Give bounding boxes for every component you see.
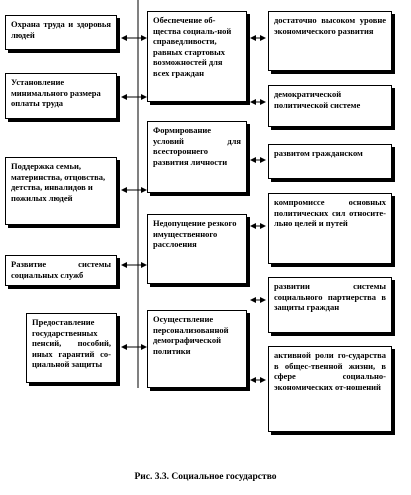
- right-box-social-partnership: развитии системы социального партнерства в защиты граждан: [268, 277, 392, 333]
- right-box-civil-society: развитом гражданском: [268, 144, 392, 179]
- middle-box-personal-development: Формирование условий для всестороннего развития личности: [147, 121, 247, 193]
- middle-box-prevent-stratification: Недопущение резкого имущественного расслоения: [147, 214, 247, 284]
- middle-box-demographic-policy: Осуществление персонализованной демографической политики: [147, 310, 247, 388]
- middle-box-social-justice: Обеспечение об-щества социаль-ной справедливости, равных стартовых возможностей для всех граждан: [147, 11, 247, 102]
- right-box-state-role: активной роли го-сударства в общес-твенной жизни, в сфере социально-экономических от-ношений: [268, 346, 392, 432]
- left-box-family-support: Поддержка семьи, материнства, отцовства, детства, инвалидов и пожилых людей: [5, 157, 117, 225]
- right-box-economic-level: достаточно высоком уровне экономического развития: [268, 11, 392, 71]
- figure-caption: Рис. 3.3. Социальное государство: [134, 472, 277, 482]
- left-box-labor-protection: Охрана труда и здоровья людей: [5, 15, 117, 50]
- left-box-minimum-wage: Установление минимального размера оплаты труда: [5, 73, 117, 119]
- left-box-state-pensions: Предоставление государственных пенсий, пособий, иных гарантий со-циальной защиты: [26, 313, 117, 383]
- right-box-democratic-system: демократической политической системе: [268, 85, 392, 127]
- right-box-political-compromise: компромиссе основных политических сил относите-льно целей и путей: [268, 193, 392, 264]
- left-box-social-services: Развитие системы социальных служб: [5, 255, 117, 286]
